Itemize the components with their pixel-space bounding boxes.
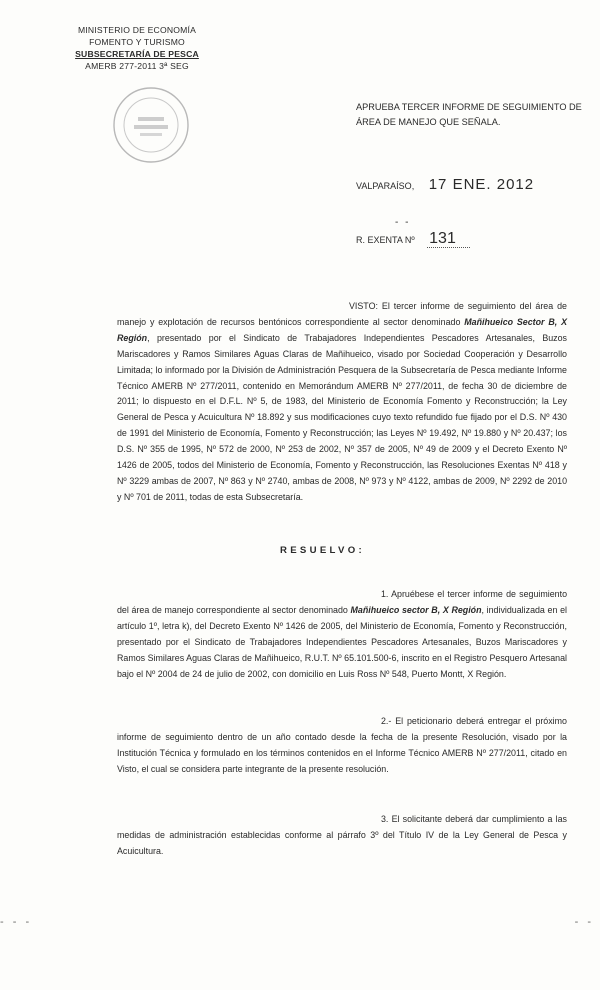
scan-edge-mark: - - - (0, 916, 33, 928)
resuelvo-heading: RESUELVO: (280, 545, 365, 556)
sector-name: Mañihueico Sector B, X Región (117, 316, 567, 343)
resolution-item-3: 3. El solicitante deberá dar cumplimiento a las medidas de administración establecidas conforme al párrafo 3º del Título IV de la Ley General de Pesca y Acuicultura. (117, 814, 567, 856)
official-stamp-icon (110, 84, 192, 166)
exenta-label: R. EXENTA Nº (356, 235, 415, 245)
subsecretaria-line: SUBSECRETARÍA DE PESCA (75, 49, 199, 59)
decorative-dashes: - - (395, 217, 411, 228)
place: VALPARAÍSO, (356, 181, 415, 191)
ministry-line: MINISTERIO DE ECONOMÍA (77, 25, 197, 35)
reference-code: AMERB 277-2011 3ª SEG (85, 61, 189, 71)
resolution-subject: APRUEBA TERCER INFORME DE SEGUIMIENTO DE ÁREA DE MANEJO QUE SEÑALA. (356, 102, 582, 127)
scan-edge-mark-right: - - (574, 916, 594, 928)
resolution-date: 17 ENE. 2012 (428, 176, 535, 193)
resolution-number (356, 230, 526, 248)
exenta-number: 131 (427, 230, 470, 248)
resolution-item-2: 2.- El peticionario deberá entregar el próximo informe de seguimiento dentro de un año contado desde la fecha de la presente Resolución, visado por la Institución Técnica y formulado en los términos contenidos en el Informe Técnico AMERB Nº 277/2011, citado en Visto, el cual se considera parte integrante de la presente resolución. (117, 716, 567, 774)
visto-paragraph: VISTO: El tercer informe de seguimiento del área de manejo y explotación de recursos bentónicos correspondiente al sector denominado Mañihueico Sector B, X Región, presentado por el Sindicato de Trabajadores Independientes Pescadores Artesanales, Buzos Mariscadores y Ramos Similares Aguas Claras de Mañihueico, visado por Sociedad Cooperación y Desarrollo Limitada; lo informado por la División de Administración Pesquera de la Subsecretaría de Pesca mediante Informe Técnico AMERB Nº 277/2011, contenido en Memorándum AMERB Nº 277/2011, de fecha 30 de diciembre de 2011; lo dispuesto en el D.F.L. Nº 5, de 1983, del Ministerio de Economía Fomento y Reconstrucción; la Ley General de Pesca y Acuicultura Nº 18.892 y sus modificaciones cuyo texto refundido fue fijado por el D.S. Nº 430 de 1991 del Ministerio de Economía, Fomento y Reconstrucción; las Leyes Nº 19.492, Nº 19.880 y Nº 20.437; los D.S. Nº 355 de 1995, Nº 572 de 2000, Nº 253 de 2002, Nº 357 de 2005, Nº 49 de 2009 y el Decreto Exento Nº 1426 de 2005, todos del Ministerio de Economía, Fomento y Reconstrucción, las Resoluciones Exentas Nº 418 y Nº 3229 ambas de 2007, Nº 863 y Nº 2740, ambas de 2008, Nº 973 y Nº 4122, ambas de 2009, Nº 2292 de 2010 y Nº 701 de 2011, todas de esta Subsecretaría. (117, 301, 567, 502)
place-and-date (356, 176, 534, 193)
resolution-item-1: 1. Apruébese el tercer informe de seguimiento del área de manejo correspondiente al sector denominado Mañihueico sector B, X Región, individualizada en el artículo 1º, letra k), del Decreto Exento Nº 1426 de 2005, del Ministerio de Economía, Fomento y Reconstrucción, presentado por el Sindicato de Trabajadores Independientes Pescadores Artesanales, Buzos Mariscadores y Ramos Similares Aguas Claras de Mañihueico, R.U.T. Nº 65.101.500-6, inscrito en el Registro Pesquero Artesanal bajo el Nº 2004 de 24 de julio de 2002, con domicilio en Luis Ross Nº 548, Puerto Montt, X Región. (117, 589, 567, 679)
ministry-line-2: FOMENTO Y TURISMO (89, 37, 185, 47)
sector-name: Mañihueico sector B, X Región (350, 604, 482, 615)
letterhead (52, 24, 222, 72)
